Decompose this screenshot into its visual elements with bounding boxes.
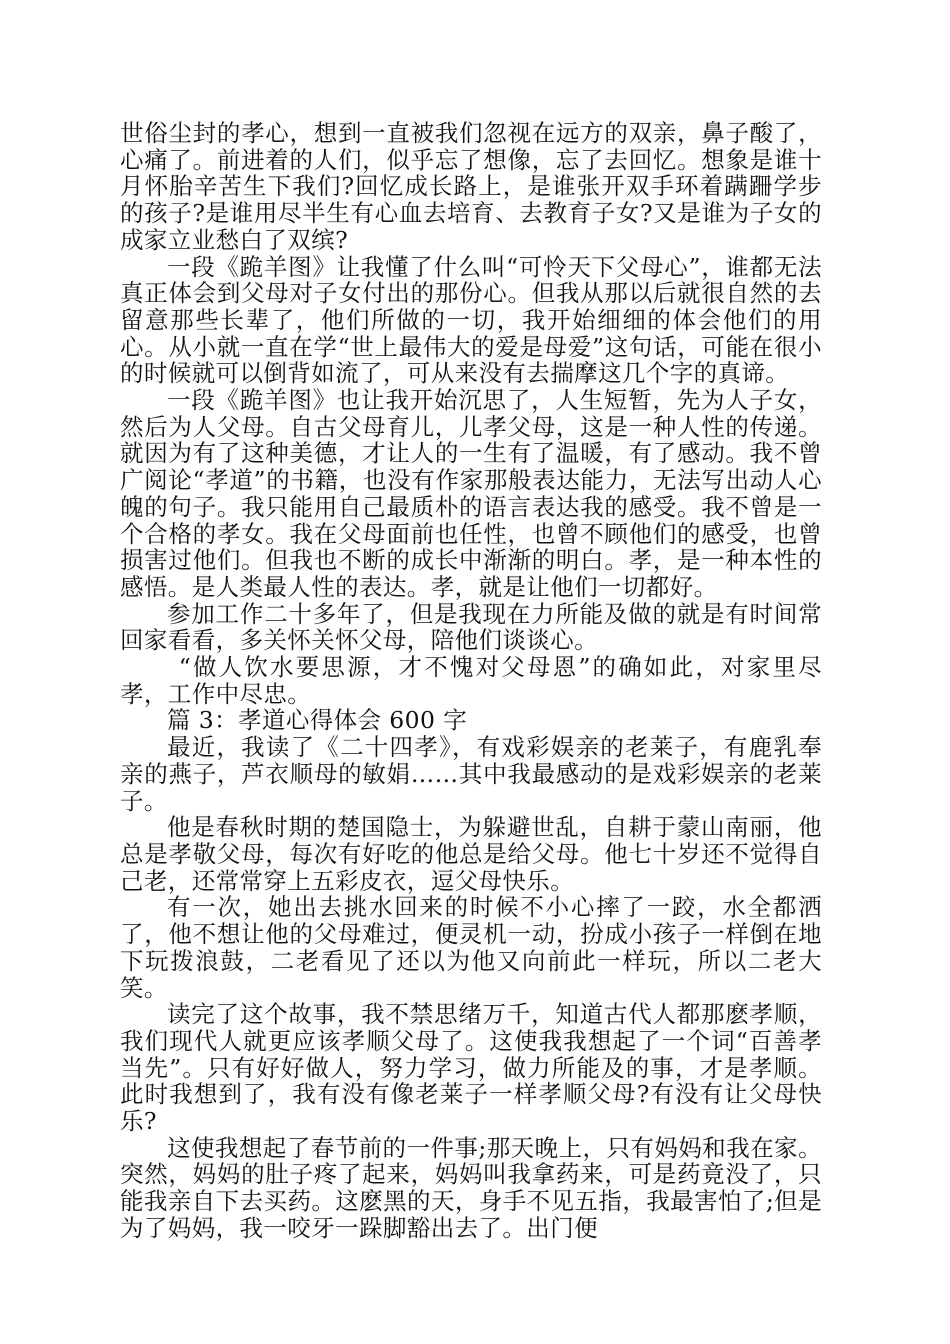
- paragraph-8: 有一次，她出去挑水回来的时候不小心摔了一跤，水全都洒了，他不想让他的父母难过，便灵机一动，扮成小孩子一样倒在地下玩拨浪鼓，二老看见了还以为他又向前此一样玩，所以二老大笑。: [120, 893, 822, 1002]
- section-heading: 篇 3：孝道心得体会 600 字: [167, 706, 468, 735]
- paragraph-3: 一段《跪羊图》也让我开始沉思了，人生短暂，先为人子女，然后为人父母。自古父母育儿，儿孝父母，这是一种人性的传递。就因为有了这种美德，才让人的一生有了温暖，有了感动。我不曾广阅论“孝道”的书籍，也没有作家那般表达能力，无法写出动人心魄的句子。我只能用自己最质朴的语言表达我的感受。我不曾是一个合格的孝女。我在父母面前也任性，也曾不顾他们的感受，也曾损害过他们。但我也不断的成长中渐渐的明白。孝，是一种本性的感悟。是人类最人性的表达。孝，就是让他们一切都好。: [120, 386, 822, 601]
- paragraph-5: “做人饮水要思源，才不愧对父母恩”的确如此，对家里尽孝，工作中尽忠。: [120, 653, 822, 708]
- paragraph-10: 这使我想起了春节前的一件事;那天晚上，只有妈妈和我在家。突然，妈妈的肚子疼了起来，妈妈叫我拿药来，可是药竟没了，只能我亲自下去买药。这麽黑的天，身手不见五指，我最害怕了;但是为了妈妈，我一咬牙一跺脚豁出去了。出门便: [120, 1133, 822, 1242]
- paragraph-9: 读完了这个故事，我不禁思绪万千，知道古代人都那麽孝顺，我们现代人就更应该孝顺父母了。这使我我想起了一个词“百善孝当先”。只有好好做人，努力学习，做力所能及的事，才是孝顺。此时我想到了，我有没有像老莱子一样孝顺父母?有没有让父母快乐?: [120, 1000, 822, 1136]
- paragraph-6: 最近，我读了《二十四孝》，有戏彩娱亲的老莱子，有鹿乳奉亲的燕子，芦衣顺母的敏娟……其中我最感动的是戏彩娱亲的老莱子。: [120, 733, 822, 815]
- paragraph-4: 参加工作二十多年了，但是我现在力所能及做的就是有时间常回家看看，多关怀关怀父母，陪他们谈谈心。: [120, 599, 822, 655]
- paragraph-2: 一段《跪羊图》让我懂了什么叫“可怜天下父母心”，谁都无法真正体会到父母对子女付出的那份心。但我从那以后就很自然的去留意那些长辈了，他们所做的一切，我开始细细的体会他们的用心。从小就一直在学“世上最伟大的爱是母爱”这句话，可能在很小的时候就可以倒背如流了，可从来没有去揣摩这几个字的真谛。: [120, 252, 822, 388]
- paragraph-7: 他是春秋时期的楚国隐士，为躲避世乱，自耕于蒙山南丽，他总是孝敬父母，每次有好吃的他总是给父母。他七十岁还不觉得自己老，还常常穿上五彩皮衣，逗父母快乐。: [120, 813, 822, 895]
- paragraph-1: 世俗尘封的孝心，想到一直被我们忽视在远方的双亲，鼻子酸了，心痛了。前进着的人们，似乎忘了想像，忘了去回忆。想象是谁十月怀胎辛苦生下我们?回忆成长路上，是谁张开双手环着蹒跚学步的孩子?是谁用尽半生有心血去培育、去教育子女?又是谁为子女的成家立业愁白了双缤?: [120, 119, 822, 254]
- document-body: [120, 120, 822, 1242]
